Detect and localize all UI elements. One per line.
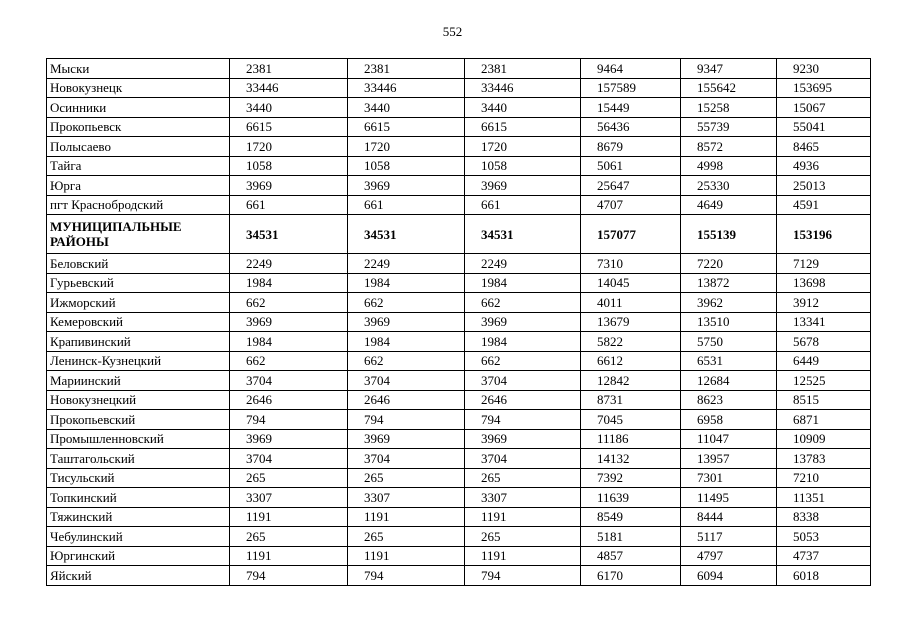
table-body [47, 59, 871, 586]
cell-value-col-2: 1058 [348, 156, 465, 176]
page-number: 552 [442, 24, 463, 39]
cell-value-col-4: 8679 [581, 137, 681, 157]
table-row [47, 546, 871, 566]
cell-value-col-4: 14045 [581, 273, 681, 293]
cell-value-col-4: 8731 [581, 390, 681, 410]
cell-value-col-1: 1191 [230, 507, 348, 527]
cell-value-col-4: 11639 [581, 488, 681, 508]
cell-value-col-3: 794 [465, 410, 581, 430]
cell-value-col-2: 265 [348, 527, 465, 547]
row-label: Ижморский [47, 293, 230, 313]
table-row [47, 332, 871, 352]
cell-value-col-1: 265 [230, 468, 348, 488]
cell-value-col-2: 661 [348, 195, 465, 215]
cell-value-col-6: 4591 [777, 195, 871, 215]
cell-value-col-2: 1191 [348, 507, 465, 527]
cell-value-col-1: 1191 [230, 546, 348, 566]
cell-value-col-2: 794 [348, 566, 465, 586]
cell-value-col-6: 13783 [777, 449, 871, 469]
row-label: Мыски [47, 59, 230, 79]
table-row [47, 507, 871, 527]
cell-value-col-3: 661 [465, 195, 581, 215]
cell-value-col-6: 7129 [777, 254, 871, 274]
cell-value-col-3: 794 [465, 566, 581, 586]
cell-value-col-3: 2381 [465, 59, 581, 79]
cell-value-col-3: 6615 [465, 117, 581, 137]
cell-value-col-6: 9230 [777, 59, 871, 79]
table-row [47, 78, 871, 98]
cell-value-col-4: 4011 [581, 293, 681, 313]
cell-value-col-6: 6871 [777, 410, 871, 430]
cell-value-col-4: 8549 [581, 507, 681, 527]
cell-value-col-6: 153196 [777, 215, 871, 254]
cell-value-col-2: 2249 [348, 254, 465, 274]
cell-value-col-6: 7210 [777, 468, 871, 488]
cell-value-col-4: 9464 [581, 59, 681, 79]
cell-value-col-5: 3962 [681, 293, 777, 313]
cell-value-col-5: 4797 [681, 546, 777, 566]
row-label: Гурьевский [47, 273, 230, 293]
cell-value-col-2: 662 [348, 351, 465, 371]
row-label: Мариинский [47, 371, 230, 391]
table-row [47, 410, 871, 430]
table-row [47, 351, 871, 371]
row-label: Новокузнецк [47, 78, 230, 98]
cell-value-col-3: 1720 [465, 137, 581, 157]
cell-value-col-3: 3704 [465, 371, 581, 391]
cell-value-col-1: 661 [230, 195, 348, 215]
row-label: пгт Краснобродский [47, 195, 230, 215]
cell-value-col-1: 2249 [230, 254, 348, 274]
cell-value-col-3: 3440 [465, 98, 581, 118]
cell-value-col-5: 4998 [681, 156, 777, 176]
cell-value-col-2: 1984 [348, 332, 465, 352]
row-label: Таштагольский [47, 449, 230, 469]
cell-value-col-6: 4737 [777, 546, 871, 566]
cell-value-col-5: 5117 [681, 527, 777, 547]
cell-value-col-2: 265 [348, 468, 465, 488]
cell-value-col-3: 1191 [465, 546, 581, 566]
cell-value-col-4: 4857 [581, 546, 681, 566]
cell-value-col-1: 794 [230, 566, 348, 586]
cell-value-col-6: 6018 [777, 566, 871, 586]
cell-value-col-2: 3307 [348, 488, 465, 508]
cell-value-col-6: 55041 [777, 117, 871, 137]
cell-value-col-3: 2646 [465, 390, 581, 410]
table-row [47, 429, 871, 449]
cell-value-col-2: 1720 [348, 137, 465, 157]
cell-value-col-3: 3307 [465, 488, 581, 508]
row-label: Крапивинский [47, 332, 230, 352]
row-label: Ленинск-Кузнецкий [47, 351, 230, 371]
cell-value-col-5: 155139 [681, 215, 777, 254]
cell-value-col-5: 12684 [681, 371, 777, 391]
cell-value-col-2: 3704 [348, 371, 465, 391]
cell-value-col-4: 13679 [581, 312, 681, 332]
cell-value-col-5: 8623 [681, 390, 777, 410]
cell-value-col-2: 3969 [348, 312, 465, 332]
table-row [47, 254, 871, 274]
table-row [47, 293, 871, 313]
cell-value-col-5: 13872 [681, 273, 777, 293]
row-label: Беловский [47, 254, 230, 274]
cell-value-col-3: 1984 [465, 273, 581, 293]
cell-value-col-4: 12842 [581, 371, 681, 391]
cell-value-col-5: 6531 [681, 351, 777, 371]
cell-value-col-5: 13510 [681, 312, 777, 332]
cell-value-col-1: 1720 [230, 137, 348, 157]
cell-value-col-1: 33446 [230, 78, 348, 98]
cell-value-col-5: 9347 [681, 59, 777, 79]
cell-value-col-2: 3969 [348, 176, 465, 196]
cell-value-col-5: 8444 [681, 507, 777, 527]
cell-value-col-3: 265 [465, 527, 581, 547]
cell-value-col-2: 3704 [348, 449, 465, 469]
cell-value-col-1: 3704 [230, 449, 348, 469]
cell-value-col-6: 13341 [777, 312, 871, 332]
cell-value-col-3: 3969 [465, 429, 581, 449]
cell-value-col-1: 34531 [230, 215, 348, 254]
cell-value-col-5: 8572 [681, 137, 777, 157]
cell-value-col-3: 662 [465, 293, 581, 313]
cell-value-col-4: 15449 [581, 98, 681, 118]
cell-value-col-5: 4649 [681, 195, 777, 215]
cell-value-col-6: 8338 [777, 507, 871, 527]
cell-value-col-2: 33446 [348, 78, 465, 98]
cell-value-col-5: 6958 [681, 410, 777, 430]
cell-value-col-6: 25013 [777, 176, 871, 196]
table-row [47, 59, 871, 79]
cell-value-col-4: 4707 [581, 195, 681, 215]
table-row [47, 527, 871, 547]
table-row [47, 566, 871, 586]
cell-value-col-1: 3969 [230, 312, 348, 332]
cell-value-col-3: 1191 [465, 507, 581, 527]
cell-value-col-1: 3440 [230, 98, 348, 118]
cell-value-col-4: 5061 [581, 156, 681, 176]
table-row [47, 156, 871, 176]
cell-value-col-6: 5053 [777, 527, 871, 547]
cell-value-col-4: 157077 [581, 215, 681, 254]
cell-value-col-3: 3704 [465, 449, 581, 469]
row-label: Юрга [47, 176, 230, 196]
cell-value-col-5: 155642 [681, 78, 777, 98]
cell-value-col-4: 14132 [581, 449, 681, 469]
cell-value-col-1: 3307 [230, 488, 348, 508]
cell-value-col-3: 2249 [465, 254, 581, 274]
cell-value-col-2: 662 [348, 293, 465, 313]
cell-value-col-5: 11495 [681, 488, 777, 508]
cell-value-col-5: 25330 [681, 176, 777, 196]
table-row [47, 273, 871, 293]
row-label: Полысаево [47, 137, 230, 157]
row-label: Кемеровский [47, 312, 230, 332]
cell-value-col-6: 4936 [777, 156, 871, 176]
row-label: Осинники [47, 98, 230, 118]
row-label: Тайга [47, 156, 230, 176]
cell-value-col-1: 6615 [230, 117, 348, 137]
cell-value-col-5: 7301 [681, 468, 777, 488]
cell-value-col-1: 3969 [230, 176, 348, 196]
cell-value-col-1: 265 [230, 527, 348, 547]
cell-value-col-1: 1984 [230, 332, 348, 352]
table-row [47, 137, 871, 157]
row-label: Топкинский [47, 488, 230, 508]
cell-value-col-1: 662 [230, 351, 348, 371]
table-row [47, 117, 871, 137]
cell-value-col-2: 1191 [348, 546, 465, 566]
cell-value-col-6: 8465 [777, 137, 871, 157]
cell-value-col-3: 1984 [465, 332, 581, 352]
cell-value-col-6: 3912 [777, 293, 871, 313]
cell-value-col-2: 2646 [348, 390, 465, 410]
cell-value-col-4: 7045 [581, 410, 681, 430]
cell-value-col-6: 153695 [777, 78, 871, 98]
cell-value-col-2: 794 [348, 410, 465, 430]
data-table [46, 58, 871, 586]
table-row [47, 390, 871, 410]
row-label: Промышленновский [47, 429, 230, 449]
cell-value-col-3: 3969 [465, 176, 581, 196]
cell-value-col-4: 157589 [581, 78, 681, 98]
cell-value-col-2: 2381 [348, 59, 465, 79]
cell-value-col-5: 55739 [681, 117, 777, 137]
cell-value-col-4: 7310 [581, 254, 681, 274]
row-label: Тяжинский [47, 507, 230, 527]
cell-value-col-2: 34531 [348, 215, 465, 254]
cell-value-col-3: 1058 [465, 156, 581, 176]
row-label: Новокузнецкий [47, 390, 230, 410]
cell-value-col-2: 1984 [348, 273, 465, 293]
cell-value-col-4: 5822 [581, 332, 681, 352]
cell-value-col-3: 3969 [465, 312, 581, 332]
cell-value-col-6: 11351 [777, 488, 871, 508]
cell-value-col-2: 3969 [348, 429, 465, 449]
cell-value-col-6: 6449 [777, 351, 871, 371]
cell-value-col-4: 6612 [581, 351, 681, 371]
cell-value-col-1: 1984 [230, 273, 348, 293]
cell-value-col-4: 25647 [581, 176, 681, 196]
cell-value-col-5: 13957 [681, 449, 777, 469]
row-label: Прокопьевский [47, 410, 230, 430]
row-label: Прокопьевск [47, 117, 230, 137]
cell-value-col-3: 662 [465, 351, 581, 371]
cell-value-col-1: 2646 [230, 390, 348, 410]
row-label: Чебулинский [47, 527, 230, 547]
cell-value-col-1: 662 [230, 293, 348, 313]
table-row-subtotal [47, 215, 871, 254]
cell-value-col-6: 15067 [777, 98, 871, 118]
row-label: МУНИЦИПАЛЬНЫЕ РАЙОНЫ [47, 215, 230, 254]
cell-value-col-1: 2381 [230, 59, 348, 79]
table-row [47, 468, 871, 488]
cell-value-col-6: 13698 [777, 273, 871, 293]
cell-value-col-5: 5750 [681, 332, 777, 352]
table-row [47, 98, 871, 118]
cell-value-col-6: 8515 [777, 390, 871, 410]
cell-value-col-6: 10909 [777, 429, 871, 449]
cell-value-col-6: 5678 [777, 332, 871, 352]
cell-value-col-4: 6170 [581, 566, 681, 586]
cell-value-col-1: 3704 [230, 371, 348, 391]
cell-value-col-1: 3969 [230, 429, 348, 449]
table-row [47, 488, 871, 508]
cell-value-col-3: 265 [465, 468, 581, 488]
cell-value-col-4: 5181 [581, 527, 681, 547]
cell-value-col-6: 12525 [777, 371, 871, 391]
cell-value-col-4: 56436 [581, 117, 681, 137]
cell-value-col-5: 6094 [681, 566, 777, 586]
table-row [47, 371, 871, 391]
row-label: Юргинский [47, 546, 230, 566]
cell-value-col-5: 11047 [681, 429, 777, 449]
cell-value-col-4: 7392 [581, 468, 681, 488]
cell-value-col-3: 34531 [465, 215, 581, 254]
table-row [47, 176, 871, 196]
cell-value-col-2: 3440 [348, 98, 465, 118]
table-row [47, 449, 871, 469]
cell-value-col-1: 794 [230, 410, 348, 430]
cell-value-col-3: 33446 [465, 78, 581, 98]
row-label: Тисульский [47, 468, 230, 488]
cell-value-col-2: 6615 [348, 117, 465, 137]
cell-value-col-1: 1058 [230, 156, 348, 176]
cell-value-col-4: 11186 [581, 429, 681, 449]
cell-value-col-5: 7220 [681, 254, 777, 274]
table-row [47, 195, 871, 215]
row-label: Яйский [47, 566, 230, 586]
table-row [47, 312, 871, 332]
cell-value-col-5: 15258 [681, 98, 777, 118]
